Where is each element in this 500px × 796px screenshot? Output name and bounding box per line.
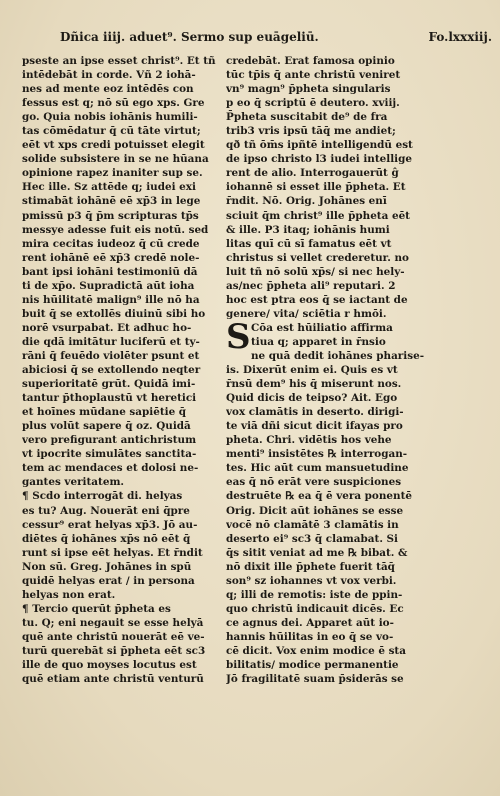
text-line: turū querebāt si p̄pheta eēt sc3 <box>22 644 206 657</box>
text-line: deserto ei⁹ sc3 q̄ clamabat. Si <box>226 532 399 545</box>
text-line: menti⁹ insistētes ℞ interrogan- <box>226 448 408 461</box>
text-line: ti de xp̄o. Supradictā aūt ioha <box>22 279 195 292</box>
text-line: et hoīnes mūdane sapiētie q̄ <box>22 406 187 419</box>
text-line: p eo q̄ scriptū ē deutero. xviij. <box>226 97 400 110</box>
left-column <box>22 54 222 686</box>
text-line: superioritatē grūt. Quidā imi- <box>22 378 196 391</box>
text-line: is. Dixerūt enim ei. Quis es vt <box>226 364 398 377</box>
text-line: P̄pheta suscitabit de⁹ de fra <box>226 111 388 124</box>
text-line: vocē nō clamātē 3 clamātis in <box>226 518 399 531</box>
text-line: pseste an ipse esset christ⁹. Et tñ <box>22 55 216 67</box>
running-title: Dñica iiij. aduet⁹. Sermo sup euāgeliū. <box>60 30 319 44</box>
text-line: sciuit q̄m christ⁹ ille p̄pheta eēt <box>226 209 410 222</box>
text-line: opinione rapez inaniter sup se. <box>22 167 203 180</box>
text-line: pheta. Chri. vidētis hos vehe <box>226 434 392 447</box>
text-line: bant ipsi iohāni testimoniū dā <box>22 265 198 278</box>
text-line: hoc est ptra eos q̄ se iactant de <box>226 293 408 306</box>
text-line: intēdebāt in corde. Vñ 2 iohā- <box>22 69 196 82</box>
text-line: tu. Q; eni negauit se esse helyā <box>22 616 204 629</box>
text-line: tes. Hic aūt cum mansuetudine <box>226 462 409 475</box>
text-line: quidē helyas erat / in persona <box>22 574 195 587</box>
drop-initial: S <box>226 316 251 357</box>
text-line: abiciosi q̄ se extollendo neqter <box>22 364 201 377</box>
text-line: as/nec p̄pheta ali⁹ reputari. 2 <box>226 279 396 292</box>
text-line: tas cōmēdatur q̄ cū tāte virtut; <box>22 125 201 138</box>
text-line: litas quī cū sī famatus eēt vt <box>226 237 392 250</box>
text-line: cē dicit. Vox enim modice ē sta <box>226 644 406 657</box>
right-column-rest <box>226 363 426 686</box>
text-line: hannis hūilitas in eo q̄ se vo- <box>226 630 394 643</box>
text-line: quo christū indicauit dicēs. Ec <box>226 602 404 615</box>
text-line: plus volūt sapere q̄ oz. Quidā <box>22 420 191 433</box>
text-line: iohannē si esset ille p̄pheta. Et <box>226 181 406 194</box>
text-line: eas q̄ nō erāt vere suspiciones <box>226 476 402 489</box>
text-line: q̄s sitit veniat ad me ℞ bibat. & <box>226 546 408 559</box>
text-line: runt si ipse eēt helyas. Et r̄ndit <box>22 546 203 559</box>
text-line: luit tñ nō solū xp̄s/ si nec hely- <box>226 265 405 278</box>
text-line: r̄ndit. Nō. Orig. Johānes enī <box>226 195 387 208</box>
text-line: solide subsistere in se ne hūana <box>22 153 209 166</box>
text-line: es tu? Aug. Nouerāt eni q̄pre <box>22 504 190 517</box>
text-line: gantes veritatem. <box>22 476 125 489</box>
text-line: vt ipocrite simulātes sanctita- <box>22 448 197 461</box>
text-line: nis hūilitatē malign⁹ ille nō ha <box>22 293 200 306</box>
text-line: tūc tp̄is q̄ ante christū veniret <box>226 69 401 82</box>
text-line: Orig. Dicit aūt iohānes se esse <box>226 504 404 517</box>
text-line: vn⁹ magn⁹ p̄pheta singularis <box>226 83 391 96</box>
text-line: q; illi de remotis: iste de ppin- <box>226 588 403 601</box>
text-line: qð tñ ōm̄s ipñtē intelligendū est <box>226 139 413 152</box>
text-line: rāni q̄ feuēdo violēter psunt et <box>22 349 200 362</box>
text-line: die qdā imitātur luciferū et ty- <box>22 335 200 348</box>
text-line: credebāt. Erat famosa opinio <box>226 55 395 67</box>
text-line: tem ac mendaces et dolosi ne- <box>22 462 199 475</box>
text-line: eēt vt xps credi potuisset elegit <box>22 139 205 152</box>
text-line: christus si vellet crederetur. no <box>226 251 409 264</box>
text-line: Jō fragilitatē suam p̄siderās se <box>226 673 404 686</box>
text-line: mira cecitas iudeoz q̄ cū crede <box>22 237 200 250</box>
text-line: quē etiam ante christū venturū <box>22 673 204 686</box>
text-line: cessur⁹ erat helyas xp̄3. Jō au- <box>22 518 198 531</box>
text-line: fessus est q; nō sū ego xps. Gre <box>22 97 205 110</box>
text-line: vero prefigurant antichristum <box>22 434 197 447</box>
text-line: vox clamātis in deserto. dirigi- <box>226 406 404 419</box>
text-line: Hec ille. Sz attēde q; iudei exi <box>22 181 196 194</box>
text-line: quē ante christū nouerāt eē ve- <box>22 630 205 643</box>
right-column <box>226 54 426 686</box>
text-line: helyas non erat. <box>22 588 116 601</box>
text-line: bilitatis/ modice permanentie <box>226 659 399 672</box>
text-line: son⁹ sz iohannes vt vox verbi. <box>226 574 397 587</box>
drop-initial-block <box>226 316 426 363</box>
text-line: go. Quia nobis iohānis humili- <box>22 111 198 124</box>
right-column-initial-lines <box>226 316 426 363</box>
text-line: nes ad mente eoz intēdēs con <box>22 83 194 96</box>
right-column-top <box>226 54 426 321</box>
text-line: diētes q̄ iohānes xp̄s nō eēt q̄ <box>22 532 191 545</box>
text-line: ¶ Scdo interrogāt di. helyas <box>22 490 183 503</box>
text-line: nō dixit ille p̄phete fuerit tāq̄ <box>226 560 395 573</box>
text-line: trib3 vris ipsū tāq̄ me andiet; <box>226 125 396 138</box>
text-line: norē vsurpabat. Et adhuc ho- <box>22 321 192 334</box>
text-line: ille de quo moyses locutus est <box>22 659 197 672</box>
text-line: genere/ vita/ sciētia r hmōi. <box>226 307 387 320</box>
text-line: tantur p̄thoplaustū vt heretici <box>22 392 197 405</box>
text-line: Non sū. Greg. Johānes in spū <box>22 560 192 573</box>
text-line: ne quā dedit iohānes pharise- <box>251 349 425 362</box>
text-line: destruēte ℞ ea q̄ ē vera ponentē <box>226 490 412 503</box>
text-line: Quid dicis de teipso? Ait. Ego <box>226 392 398 405</box>
text-line: rent iohānē eē xp̄3 credē nole- <box>22 251 200 264</box>
text-line: te viā dñi sicut dicit ifayas pro <box>226 420 403 433</box>
text-line: tiua q; apparet in r̄nsio <box>251 335 386 348</box>
running-header <box>60 30 492 52</box>
text-line: ce agnus dei. Apparet aūt io- <box>226 616 394 629</box>
text-line: messye adesse fuit eis notū. sed <box>22 223 209 236</box>
text-line: de ipso christo l3 iudei intellige <box>226 153 412 166</box>
text-line: r̄nsū dem⁹ his q̄ miserunt nos. <box>226 378 402 391</box>
text-line: rent de alio. Interrogauerūt ĝ <box>226 167 399 180</box>
text-line: Cōa est hūiliatio affirma <box>251 321 393 334</box>
text-line: pmissū p3 q̄ p̄m scripturas tp̄s <box>22 209 199 222</box>
text-line: stimabāt iohānē eē xp̄3 in lege <box>22 195 201 208</box>
text-line: & ille. P3 itaq; iohānis humi <box>226 223 390 236</box>
folio-number: Fo.lxxxiij. <box>428 30 492 44</box>
text-line: buit q̄ se extollēs diuinū sibi ho <box>22 307 206 320</box>
text-line: ¶ Tercio querūt p̄pheta es <box>22 602 171 615</box>
